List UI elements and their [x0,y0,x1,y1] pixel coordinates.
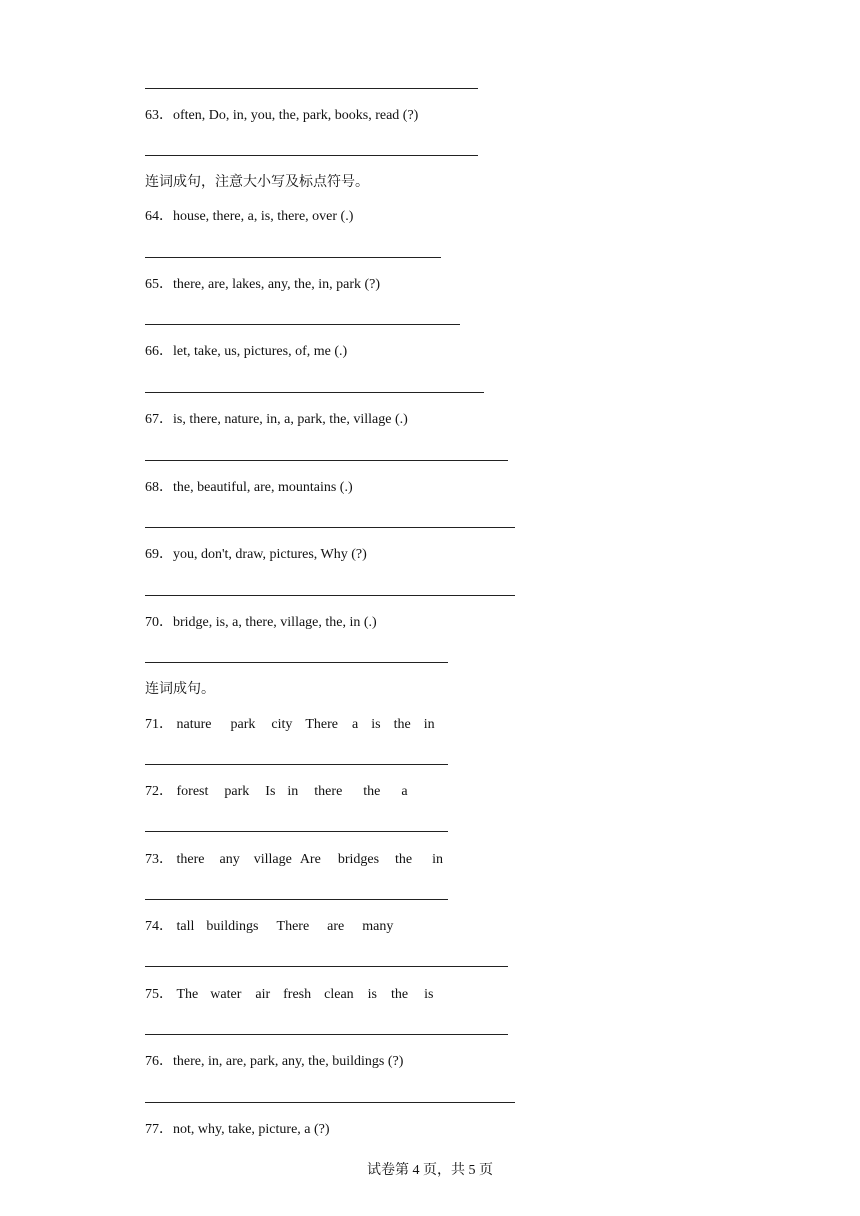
answer-line[interactable] [145,257,441,258]
word: The [176,987,199,1002]
answer-line[interactable] [145,460,508,461]
question-number: 67． [145,412,173,427]
question-75 [145,986,433,1004]
word-list [177,717,435,732]
word: there [314,784,343,799]
question-text: is, there, nature, in, a, park, the, village (.) [173,412,408,427]
question-number: 66． [145,344,173,359]
answer-line[interactable] [145,966,508,967]
word: is [424,987,434,1002]
page-footer: 试卷第 4 页，共 5 页 [367,1163,493,1178]
word: water [210,987,242,1002]
answer-line[interactable] [145,88,478,89]
question-72 [145,783,408,801]
word: there [176,852,205,867]
question-text: bridge, is, a, there, village, the, in (.) [173,615,377,630]
word: in [432,852,444,867]
answer-line[interactable] [145,831,448,832]
question-65 [145,276,380,294]
word: buildings [206,919,259,934]
word: nature [176,717,212,732]
word: the [395,852,413,867]
question-number: 65． [145,277,173,292]
answer-line[interactable] [145,1102,515,1103]
answer-line[interactable] [145,324,460,325]
word: There [305,717,339,732]
question-text: house, there, a, is, there, over (.) [173,209,354,224]
word-list [177,987,434,1002]
question-text: the, beautiful, are, mountains (.) [173,480,353,495]
word: a [352,717,359,732]
word-list [177,919,394,934]
question-text: there, are, lakes, any, the, in, park (?) [173,277,381,292]
answer-line[interactable] [145,155,478,156]
word: the [393,717,411,732]
question-70 [145,614,377,632]
question-number: 68． [145,480,173,495]
answer-line[interactable] [145,527,515,528]
word: are [327,919,345,934]
question-text: not, why, take, picture, a (?) [173,1122,330,1137]
question-number: 77． [145,1122,173,1137]
word: fresh [283,987,312,1002]
word: forest [176,784,209,799]
word-list [177,852,444,867]
question-71 [145,716,435,734]
answer-line[interactable] [145,662,448,663]
word: There [276,919,310,934]
question-text: often, Do, in, you, the, park, books, read (?) [173,108,419,123]
question-69 [145,546,367,564]
question-74 [145,918,393,936]
word: the [363,784,381,799]
question-number: 64． [145,209,173,224]
word: is [371,717,381,732]
question-number: 73． [145,852,173,867]
word: park [224,784,250,799]
word: in [423,717,435,732]
word: Is [265,784,276,799]
question-number: 74． [145,919,173,934]
question-number: 76． [145,1054,173,1069]
question-64 [145,208,353,226]
word: Are [299,852,321,867]
question-76 [145,1053,403,1071]
word: a [401,784,408,799]
section-instruction: 连词成句。 [145,682,215,697]
question-73 [145,851,443,869]
question-number: 69． [145,547,173,562]
question-number: 71． [145,717,173,732]
word: is [367,987,377,1002]
question-number: 70． [145,615,173,630]
question-number: 75． [145,987,173,1002]
answer-line[interactable] [145,764,448,765]
word: park [230,717,256,732]
word: village [253,852,292,867]
question-63 [145,107,418,125]
question-text: let, take, us, pictures, of, me (.) [173,344,348,359]
answer-line[interactable] [145,1034,508,1035]
answer-line[interactable] [145,392,484,393]
word: clean [324,987,354,1002]
question-77 [145,1121,330,1139]
section-instruction: 连词成句，注意大小写及标点符号。 [145,175,369,190]
question-number: 72． [145,784,173,799]
word: the [391,987,409,1002]
question-66 [145,343,347,361]
word: many [362,919,394,934]
word-list [177,784,408,799]
word: air [255,987,271,1002]
question-number: 63． [145,108,173,123]
word: in [287,784,299,799]
question-68 [145,479,353,497]
word: bridges [337,852,380,867]
question-67 [145,411,408,429]
answer-line[interactable] [145,899,448,900]
word: any [219,852,240,867]
question-text: there, in, are, park, any, the, buildings (?) [173,1054,404,1069]
word: tall [176,919,195,934]
question-text: you, don't, draw, pictures, Why (?) [173,547,367,562]
word: city [271,717,293,732]
answer-line[interactable] [145,595,515,596]
